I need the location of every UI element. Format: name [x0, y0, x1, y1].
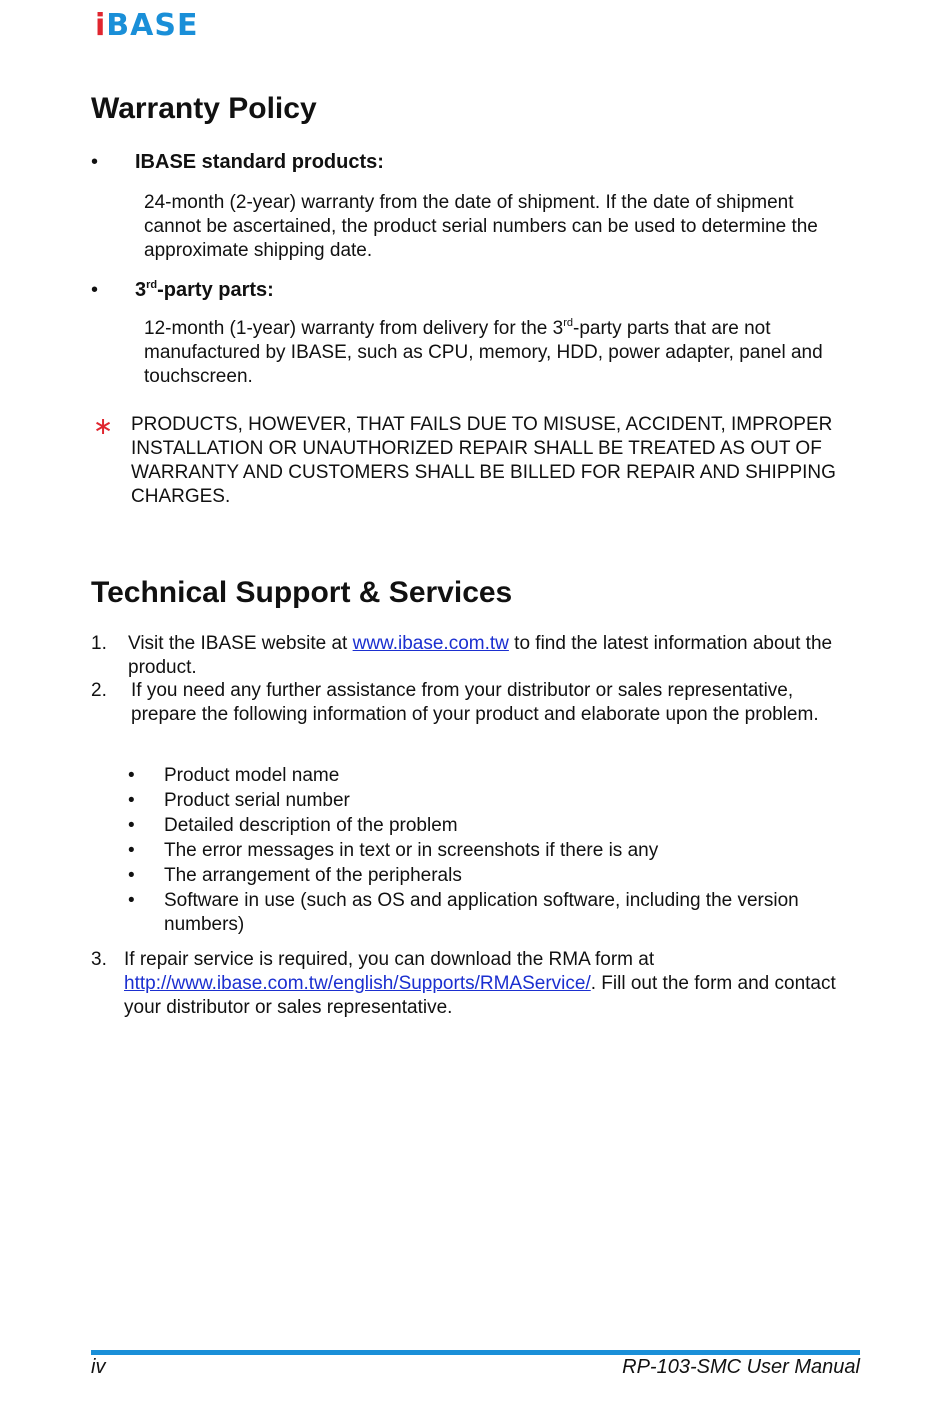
list-item: • Software in use (such as OS and application software, including the version numbers) — [128, 890, 799, 935]
info-list — [126, 764, 854, 938]
warranty-notice: PRODUCTS, HOWEVER, THAT FAILS DUE TO MISUSE, ACCIDENT, IMPROPER INSTALLATION OR UNAUTHORIZED REPAIR SHALL BE TREATED AS OUT OF WARRANTY AND CUSTOMERS SHALL BE BILLED FOR REPAIR AND SHIPPING CHARGES. — [131, 414, 836, 507]
third-party-text: 12-month (1-year) warranty from delivery for the 3rd-party parts that are not manufactured by IBASE, such as CPU, memory, HDD, power adapter, panel and touchscreen. — [144, 317, 823, 387]
technical-support-title: Technical Support & Services — [91, 576, 513, 609]
asterisk-icon: ∗ — [93, 412, 114, 440]
support-item-3: 3. If repair service is required, you can download the RMA form at http://www.ibase.com.tw/english/Supports/RMAService/. Fill out the form and contact your distributor or sales representative. — [91, 949, 836, 1018]
manual-title: RP-103-SMC User Manual — [622, 1356, 860, 1378]
support-item-1: 1. Visit the IBASE website at www.ibase.com.tw to find the latest information about the product. — [91, 633, 833, 678]
list-item: • The error messages in text or in screenshots if there is any — [128, 840, 659, 861]
standard-products-text: 24-month (2-year) warranty from the date of shipment. If the date of shipment cannot be ascertained, the product serial numbers can be used to determine the approximate shipping date. — [144, 192, 818, 261]
bullet-third-party: • 3rd-party parts: — [91, 279, 274, 301]
bullet-heading: IBASE standard products: — [135, 151, 384, 173]
bullet-standard-products — [91, 151, 384, 174]
list-item: • Detailed description of the problem — [128, 815, 458, 836]
bullet-icon: • — [91, 279, 99, 301]
rma-service-link[interactable]: http://www.ibase.com.tw/english/Supports/RMAService/ — [124, 973, 591, 994]
ibase-logo: iBASE — [95, 8, 199, 43]
list-item: • Product serial number — [128, 790, 350, 811]
ibase-website-link[interactable]: www.ibase.com.tw — [352, 633, 509, 654]
footer-divider — [91, 1350, 860, 1355]
warranty-policy-title: Warranty Policy — [91, 92, 317, 125]
bullet-icon: • — [91, 151, 99, 173]
page-number: iv — [91, 1356, 106, 1378]
list-item: • Product model name — [128, 765, 340, 786]
list-item: • The arrangement of the peripherals — [128, 865, 462, 886]
support-item-2: 2. If you need any further assistance from your distributor or sales representative, prepare the following information of your product and elaborate upon the problem. — [91, 680, 819, 725]
